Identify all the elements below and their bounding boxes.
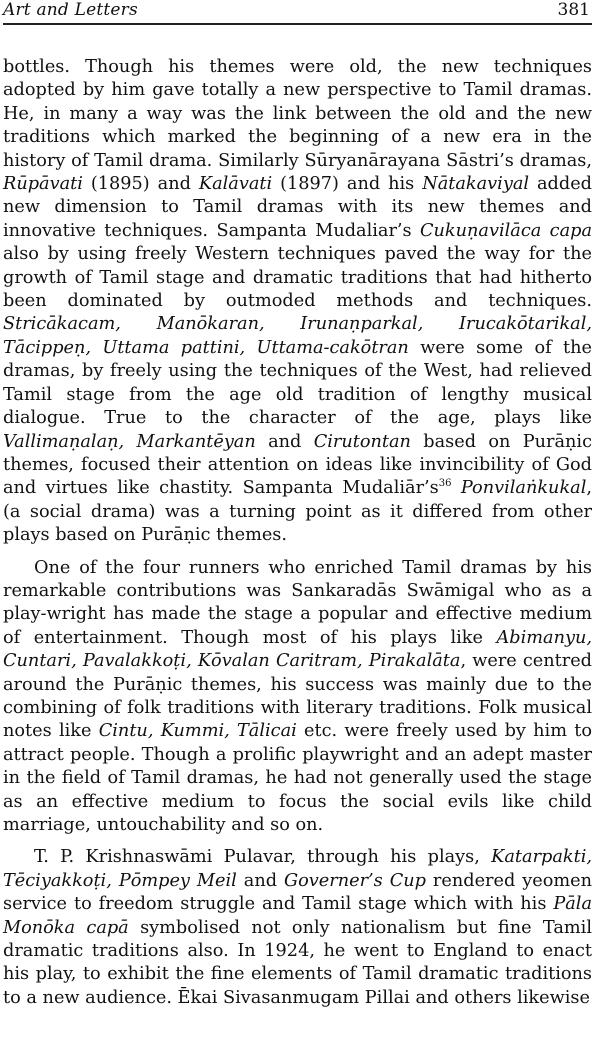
body-text	[3, 56, 592, 1010]
text-run: , (a social drama) was a turning point as it differed from other plays based on Purāṇic themes.	[3, 478, 592, 546]
text-run: and	[255, 431, 314, 452]
page-number: 381	[557, 0, 590, 20]
italic-title: Cukuṇavilāca capa	[420, 220, 592, 241]
text-run: rendered yeomen service to freedom struggle and Tamil stage which with his	[3, 870, 592, 915]
text-run: and	[236, 870, 285, 891]
text-run: based on Purāṇic themes, focused their attention on ideas like invincibility of God and virtues like chastity. Sampanta Mudaliār’s	[3, 431, 592, 499]
italic-title: Nātakaviyal	[422, 174, 530, 195]
italic-title: Abimanyu, Cuntari, Pavalakkoṭi, Kōvalan Caritram, Pirakalāta	[3, 627, 592, 672]
paragraph-2	[3, 557, 592, 838]
text-run	[451, 478, 460, 498]
running-title: Art and Letters	[3, 0, 138, 20]
paragraph-3	[3, 846, 592, 1010]
running-head	[3, 0, 592, 22]
header-rule	[3, 23, 592, 25]
italic-title: Cintu, Kummi, Tālicai	[98, 721, 297, 742]
text-run: One of the four runners who enriched Tamil dramas by his remarkable contributions was Sankaradās Swāmigal who as a play-wright has made the stage a popular and effective medium of entertainment. Though most of his plays like	[3, 557, 592, 648]
italic-title: Cirutontan	[313, 431, 411, 452]
text-run: symbolised not only nationalism but fine Tamil dramatic traditions also. In 1924, he went to England to enact his play, to exhibit the fine elements of Tamil dramatic traditions to a new audience. Ēkai Sivasanmugam Pillai and others likewise	[3, 917, 592, 1008]
text-run: (1897) and his	[272, 174, 423, 195]
paragraph-1	[3, 56, 592, 548]
italic-title: Stricākacam, Manōkaran, Irunaṇparkal, Irucakōtarikal, Tācippeṇ, Uttama pattini, Uttama-cakōtran	[3, 314, 592, 358]
italic-title: Ponvilaṅkukal	[460, 478, 587, 499]
italic-title: Vallimaṇalaṇ, Markantēyan	[3, 431, 256, 452]
footnote-ref: 36	[438, 478, 452, 490]
text-run: etc. were freely used by him to attract people. Though a prolific playwright and an adept master in the field of Tamil dramas, he had not generally used the stage as an effective medium to focus the social evils like child marriage, untouchability and so on.	[3, 721, 593, 835]
italic-title: Pāla Monōka capā	[3, 894, 592, 938]
text-run: also by using freely Western techniques paved the way for the growth of Tamil stage and dramatic traditions that had hitherto been dominated by outmoded methods and techniques.	[3, 244, 592, 312]
text-run: bottles. Though his themes were old, the new techniques adopted by him gave totally a new perspective to Tamil dramas. He, in many a way was the link between the old and the new traditions which marked the beginning of a new era in the history of Tamil drama. Similarly Sūryanārayana Sāstri’s dramas,	[3, 57, 592, 171]
italic-title: Rūpāvati	[3, 174, 83, 195]
text-run: added new dimension to Tamil dramas with its new themes and innovative techniques. Sampanta Mudaliar’s	[3, 174, 592, 241]
text-run: (1895) and	[82, 174, 199, 195]
text-run: were some of the dramas, by freely using the techniques of the West, had relieved Tamil stage from the age old tradition of lengthy musical dialogue. True to the character of the age, plays like	[3, 337, 592, 429]
italic-title: Kalāvati	[198, 174, 273, 195]
italic-title: Governer’s Cup	[284, 870, 426, 891]
italic-title: Katarpakti, Tēciyakkoṭi, Pōmpey Meil	[3, 847, 592, 891]
text-run: T. P. Krishnaswāmi Pulavar, through his plays,	[34, 847, 492, 868]
text-run: , were centred around the Purāṇic themes, his success was mainly due to the combining of folk traditions with literary traditions. Folk musical notes like	[3, 651, 593, 742]
